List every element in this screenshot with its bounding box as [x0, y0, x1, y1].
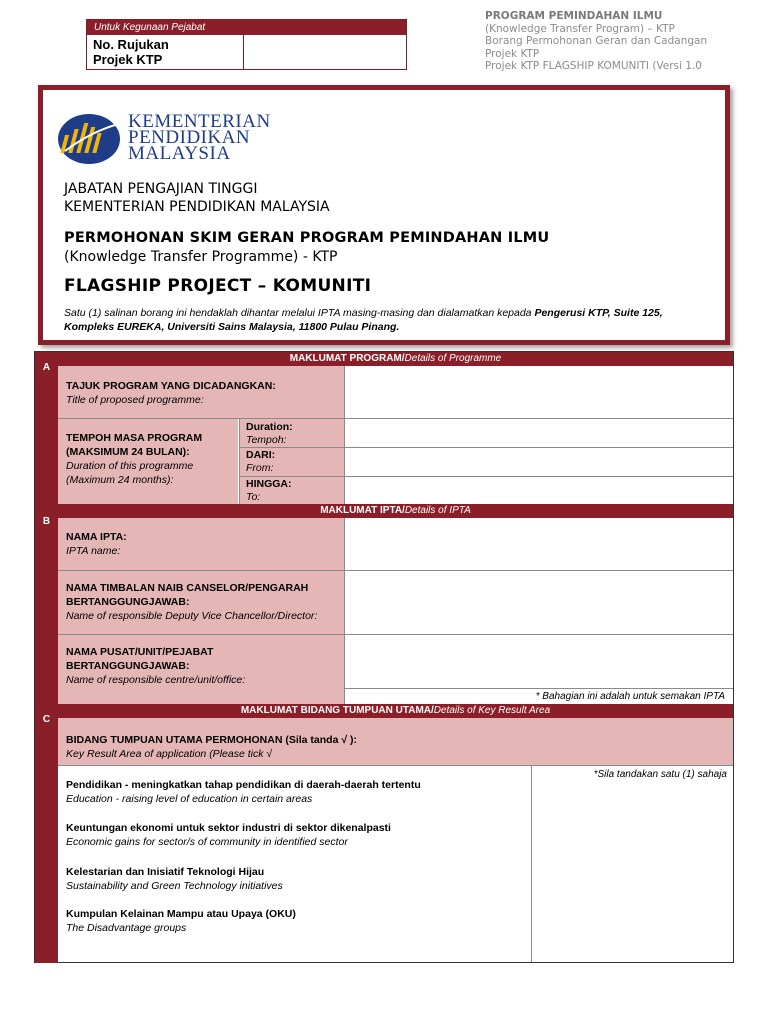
logo-line-3: MALAYSIA	[128, 143, 231, 164]
section-c-header-bold: MAKLUMAT BIDANG TUMPUAN UTAMA/	[240, 705, 434, 716]
kra-option-1[interactable]	[66, 778, 421, 806]
reference-label-line2: Projek KTP	[93, 52, 163, 67]
centre-label-line2: BERTANGGUNGJAWAB:	[66, 660, 190, 672]
office-use-box	[86, 19, 407, 70]
section-c-header-italic: Details of Key Result Area	[433, 705, 551, 716]
section-a-header-italic: Details of Programme	[404, 353, 502, 364]
programme-title-label-cell	[58, 366, 344, 418]
ipta-name-label: NAMA IPTA:	[66, 531, 127, 543]
kra-option-4-en: The Disadvantage groups	[66, 922, 187, 934]
submission-note	[64, 306, 714, 334]
office-use-header: Untuk Kegunaan Pejabat	[87, 20, 406, 35]
dvc-label-cell	[58, 571, 344, 634]
to-date-input[interactable]	[344, 477, 733, 506]
kra-option-3[interactable]	[66, 865, 283, 893]
period-label-en2: (Maximum 24 months):	[66, 474, 174, 486]
ministry-logo-icon	[57, 113, 121, 165]
centre-label-cell	[58, 635, 344, 704]
kra-option-3-ms: Kelestarian dan Inisiatif Teknologi Hijau	[66, 866, 265, 878]
period-label-cell	[58, 419, 238, 506]
section-b-header-italic: Details of IPTA	[404, 505, 471, 516]
note-text: Satu (1) salinan borang ini hendaklah dihantar melalui IPTA masing-masing dan dialamatkan kepada	[64, 307, 535, 319]
flagship-title: FLAGSHIP PROJECT – KOMUNITI	[64, 276, 372, 296]
header-line-2: Borang Permohonan Geran dan Cadangan	[485, 35, 708, 47]
kra-option-2-ms: Keuntungan ekonomi untuk sektor industri di sektor dikenalpasti	[66, 822, 391, 834]
kra-tick-column[interactable]	[532, 766, 733, 962]
to-label-en: To:	[246, 491, 261, 503]
ipta-footnote-cell	[344, 689, 733, 704]
ipta-footnote: * Bahagian ini adalah untuk semakan IPTA	[535, 691, 725, 702]
header-line-3: Projek KTP	[485, 47, 540, 60]
kra-option-2[interactable]	[66, 821, 391, 849]
reference-number-field[interactable]	[244, 35, 406, 69]
programme-title-label-en: Title of proposed programme:	[66, 394, 204, 406]
kra-tick-note: *Sila tandakan satu (1) sahaja	[593, 769, 727, 780]
section-a-marker	[35, 352, 58, 506]
kra-label-cell	[58, 718, 733, 765]
department-line-2: KEMENTERIAN PENDIDIKAN MALAYSIA	[64, 199, 330, 215]
section-b-marker	[35, 506, 58, 704]
header-line-4: Projek KTP FLAGSHIP KOMUNITI (Versi 1.0	[485, 60, 702, 72]
period-label-en1: Duration of this programme	[66, 460, 194, 472]
section-b-header	[58, 504, 733, 518]
kra-label-en: Key Result Area of application (Please tick √	[66, 748, 273, 760]
from-label-en: From:	[246, 462, 274, 474]
section-c-marker	[35, 704, 58, 963]
reference-number-label	[87, 35, 244, 69]
section-a-header-bold: MAKLUMAT PROGRAM/	[289, 353, 405, 364]
application-form	[34, 351, 734, 963]
kra-option-1-ms: Pendidikan - meningkatkan tahap pendidikan di daerah-daerah tertentu	[66, 779, 421, 791]
kra-label: BIDANG TUMPUAN UTAMA PERMOHONAN (Sila tanda √ ):	[66, 734, 358, 746]
header-title: PROGRAM PEMINDAHAN ILMU	[485, 10, 663, 22]
note-address: Pengerusi KTP, Suite 125, Kompleks EUREKA, Universiti Sains Malaysia, 11800 Pulau Pinang.	[64, 307, 663, 333]
period-label-line2: (MAKSIMUM 24 BULAN):	[66, 446, 190, 458]
header-line-1: (Knowledge Transfer Program) – KTP	[485, 22, 675, 35]
programme-title-label: TAJUK PROGRAM YANG DICADANGKAN:	[66, 380, 276, 392]
section-c-letter: C	[42, 714, 51, 725]
centre-name-input[interactable]	[344, 635, 733, 688]
kra-option-3-en: Sustainability and Green Technology initiatives	[66, 880, 283, 892]
kra-option-2-en: Economic gains for sector/s of community in identified sector	[66, 836, 348, 848]
period-sublabels	[239, 419, 344, 506]
section-b-header-bold: MAKLUMAT IPTA/	[320, 505, 405, 516]
ministry-logo-text	[128, 111, 271, 164]
from-date-input[interactable]	[344, 448, 733, 476]
document-header	[485, 10, 750, 72]
logo-line-1: KEMENTERIAN	[128, 111, 271, 132]
department-block	[64, 180, 330, 216]
to-label: HINGGA:	[246, 478, 292, 490]
kra-option-4-ms: Kumpulan Kelainan Mampu atau Upaya (OKU)	[66, 908, 296, 920]
section-a-letter: A	[42, 362, 51, 373]
duration-input[interactable]	[344, 419, 733, 447]
main-title: PERMOHONAN SKIM GERAN PROGRAM PEMINDAHAN ILMU	[64, 230, 550, 246]
centre-label-line1: NAMA PUSAT/UNIT/PEJABAT	[66, 646, 214, 658]
from-label: DARI:	[246, 449, 276, 461]
duration-label: Duration:	[246, 421, 293, 433]
dvc-label-line1: NAMA TIMBALAN NAIB CANSELOR/PENGARAH	[66, 582, 309, 594]
section-b-letter: B	[42, 516, 51, 527]
kra-option-4[interactable]	[66, 907, 296, 935]
reference-label-line1: No. Rujukan	[93, 37, 169, 52]
centre-label-en: Name of responsible centre/unit/office:	[66, 674, 246, 686]
department-line-1: JABATAN PENGAJIAN TINGGI	[64, 181, 258, 197]
duration-label-ms: Tempoh:	[246, 434, 287, 446]
section-c-header	[58, 704, 733, 718]
ipta-name-label-cell	[58, 518, 344, 570]
kra-option-1-en: Education - raising level of education in certain areas	[66, 793, 313, 805]
main-subtitle: (Knowledge Transfer Programme) - KTP	[64, 249, 338, 265]
kra-options	[58, 766, 532, 962]
dvc-name-input[interactable]	[344, 571, 733, 634]
logo-line-2: PENDIDIKAN	[128, 127, 251, 148]
dvc-label-en: Name of responsible Deputy Vice Chancellor/Director:	[66, 610, 318, 622]
period-label-line1: TEMPOH MASA PROGRAM	[66, 432, 203, 444]
dvc-label-line2: BERTANGGUNGJAWAB:	[66, 596, 190, 608]
ipta-name-label-en: IPTA name:	[66, 545, 121, 557]
programme-title-input[interactable]	[344, 366, 733, 418]
section-a-header	[58, 352, 733, 366]
ipta-name-input[interactable]	[344, 518, 733, 570]
